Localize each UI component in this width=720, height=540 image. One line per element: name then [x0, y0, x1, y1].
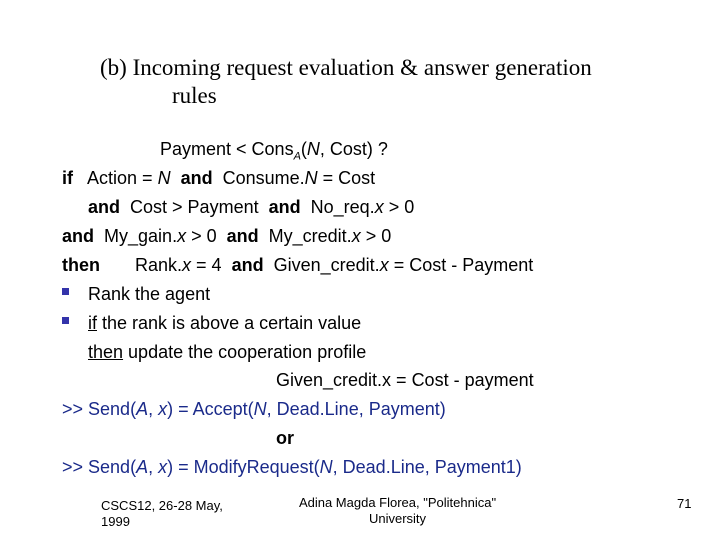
- keyword-and: and: [231, 255, 264, 275]
- rule-var: N: [304, 168, 318, 188]
- bullet-text: update the cooperation profile: [123, 342, 367, 362]
- keyword-and: and: [268, 197, 301, 217]
- slide-title: [100, 54, 592, 110]
- rule-text: > 0: [360, 226, 392, 246]
- keyword-if: if: [62, 168, 73, 188]
- rule-text: = Cost: [317, 168, 376, 188]
- send-var: N: [253, 399, 267, 419]
- query-subscript: A: [293, 150, 301, 163]
- bullet-text: the rank is above a certain value: [97, 313, 362, 333]
- footer-conference: [101, 498, 223, 530]
- rule-and-line-2: [62, 225, 391, 247]
- rule-text: Consume.: [222, 168, 305, 188]
- rule-text: My_gain.: [104, 226, 178, 246]
- query-n: N: [306, 139, 320, 159]
- footer-author: [290, 495, 505, 527]
- rule-and-line-1: [88, 196, 414, 218]
- send-var: x: [158, 399, 168, 419]
- rule-text: = 4: [191, 255, 222, 275]
- rule-var: x: [351, 226, 361, 246]
- bullet-icon: [62, 317, 69, 324]
- keyword-and: and: [88, 197, 121, 217]
- bullet-icon: [62, 288, 69, 295]
- rule-text: Cost > Payment: [130, 197, 259, 217]
- rule-text: No_req.: [310, 197, 375, 217]
- bullet-item-1: Rank the agent: [88, 284, 211, 304]
- send-text: >> Send(: [62, 457, 137, 477]
- send-text: , Dead.Line, Payment): [266, 399, 446, 419]
- rule-text: Given_credit.: [273, 255, 380, 275]
- rule-text: > 0: [383, 197, 415, 217]
- keyword-and: and: [180, 168, 213, 188]
- query-text: Payment < Cons: [160, 139, 294, 159]
- rule-then-line: [62, 254, 533, 276]
- send-var: A: [136, 457, 149, 477]
- send-var: N: [319, 457, 333, 477]
- rule-text: = Cost - Payment: [388, 255, 534, 275]
- rule-var: N: [157, 168, 171, 188]
- send-text: , Dead.Line, Payment1): [332, 457, 522, 477]
- rule-query: [160, 138, 388, 168]
- keyword-then: then: [62, 255, 100, 275]
- send-text: ) = ModifyRequest(: [167, 457, 320, 477]
- query-tail: , Cost) ?: [319, 139, 388, 159]
- footer-author-line-1: Adina Magda Florea, "Politehnica": [298, 495, 497, 510]
- given-credit-line: Given_credit.x = Cost - payment: [276, 370, 534, 390]
- send-text: ,: [148, 399, 159, 419]
- send-text: ,: [148, 457, 159, 477]
- title-line-1: (b) Incoming request evaluation & answer generation: [100, 55, 592, 80]
- send-text: ) = Accept(: [167, 399, 254, 419]
- keyword-and: and: [62, 226, 95, 246]
- query-open: (: [300, 139, 307, 159]
- title-line-2: rules: [172, 83, 217, 108]
- footer-conference-line-2: 1999: [101, 514, 130, 529]
- rule-text: Action =: [87, 168, 158, 188]
- rule-var: x: [374, 197, 384, 217]
- rule-text: My_credit.: [268, 226, 352, 246]
- send-var: A: [136, 399, 149, 419]
- send-accept-line: [62, 398, 446, 420]
- send-text: >> Send(: [62, 399, 137, 419]
- or-keyword: or: [276, 428, 294, 448]
- underlined-if: if: [88, 313, 97, 333]
- send-modify-line: [62, 456, 522, 478]
- bullet-item-2: [88, 312, 361, 334]
- keyword-and: and: [226, 226, 259, 246]
- rule-if-line: [62, 167, 375, 189]
- rule-var: x: [177, 226, 187, 246]
- footer-author-line-2: University: [368, 511, 427, 526]
- bullet-item-2-cont: [88, 341, 366, 363]
- rule-text: Rank.: [135, 255, 183, 275]
- page-number: 71: [677, 496, 692, 511]
- rule-var: x: [182, 255, 192, 275]
- footer-conference-line-1: CSCS12, 26-28 May,: [101, 498, 223, 513]
- rule-text: > 0: [186, 226, 217, 246]
- send-var: x: [158, 457, 168, 477]
- rule-var: x: [379, 255, 389, 275]
- underlined-then: then: [88, 342, 124, 362]
